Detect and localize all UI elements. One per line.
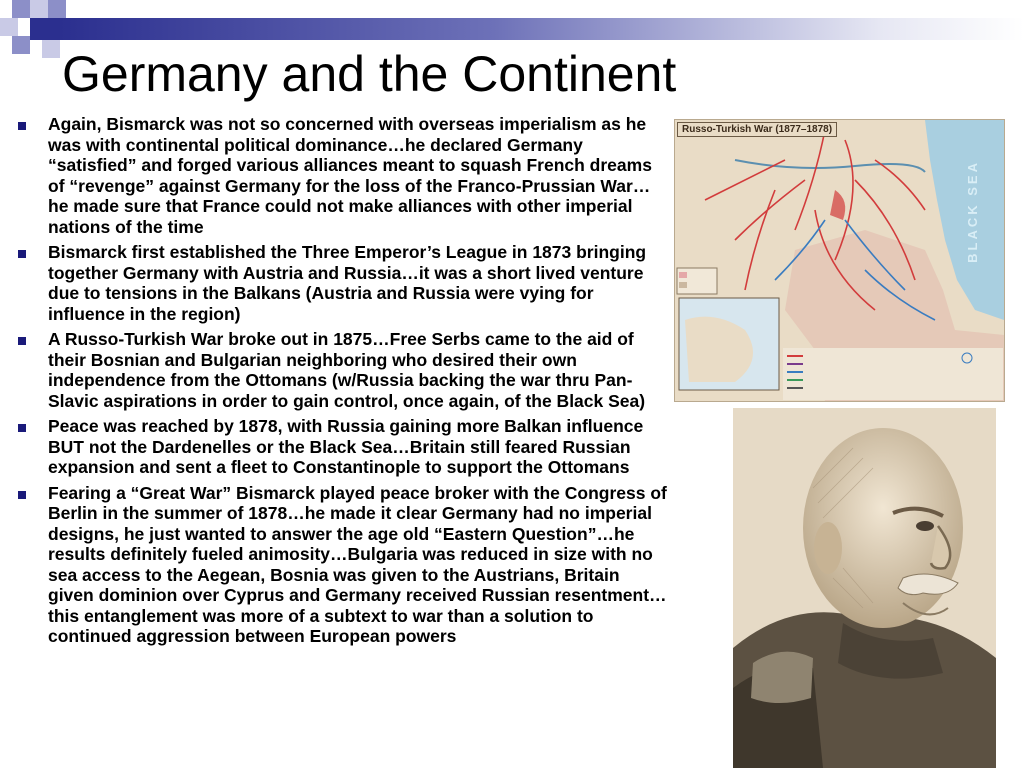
title-accent-bar (60, 18, 1024, 40)
bullet-item: A Russo-Turkish War broke out in 1875…Free Serbs came to the aid of their Bosnian and Bulgarian neighboring who desired their own independence from the Ottomans (w/Russia backing the war thru Pan-Slavic aspirations in order to gain control, once again, of the Black Sea) (18, 329, 670, 411)
slide-title: Germany and the Continent (62, 46, 677, 102)
russo-turkish-war-map (674, 119, 1005, 402)
square-bullet-icon (18, 337, 26, 345)
square-bullet-icon (18, 122, 26, 130)
portrait-graphic (733, 408, 996, 768)
square-bullet-icon (18, 424, 26, 432)
square-bullet-icon (18, 491, 26, 499)
bullet-item: Peace was reached by 1878, with Russia gaining more Balkan influence BUT not the Dardenelles or the Black Sea…Britain still feared Russian expansion and sent a fleet to Constantinople to support the Ottomans (18, 416, 670, 478)
bullet-item: Again, Bismarck was not so concerned with overseas imperialism as he was with continental political dominance…he declared Germany “satisfied” and forged various alliances meant to squash French dreams of “revenge” against Germany for the loss of the Franco-Prussian War…he made sure that France could not make alliances with other imperial nations of the time (18, 114, 670, 237)
bullet-item: Fearing a “Great War” Bismarck played peace broker with the Congress of Berlin in the summer of 1878…he made it clear Germany had no imperial designs, he just wanted to answer the age old “Eastern Question”…he results definitely fueled animosity…Bulgaria was reduced in size with no sea access to the Aegean, Bosnia was given to the Austrians, Britain given dominion over Cyprus and Germany received Russian resentment…this entanglement was more of a subtext to war than a solution to continued aggression between European powers (18, 483, 670, 647)
black-sea-label: BLACK SEA (965, 160, 980, 263)
square-bullet-icon (18, 250, 26, 258)
bullet-item: Bismarck first established the Three Emperor’s League in 1873 bringing together Germany with Austria and Russia…it was a short lived venture due to tensions in the Balkans (Austria and Russia were vying for influence in the region) (18, 242, 670, 324)
bullet-list (18, 114, 670, 652)
bismarck-portrait (733, 408, 996, 768)
map-title: Russo-Turkish War (1877–1878) (677, 122, 837, 137)
map-graphic (675, 120, 1004, 401)
